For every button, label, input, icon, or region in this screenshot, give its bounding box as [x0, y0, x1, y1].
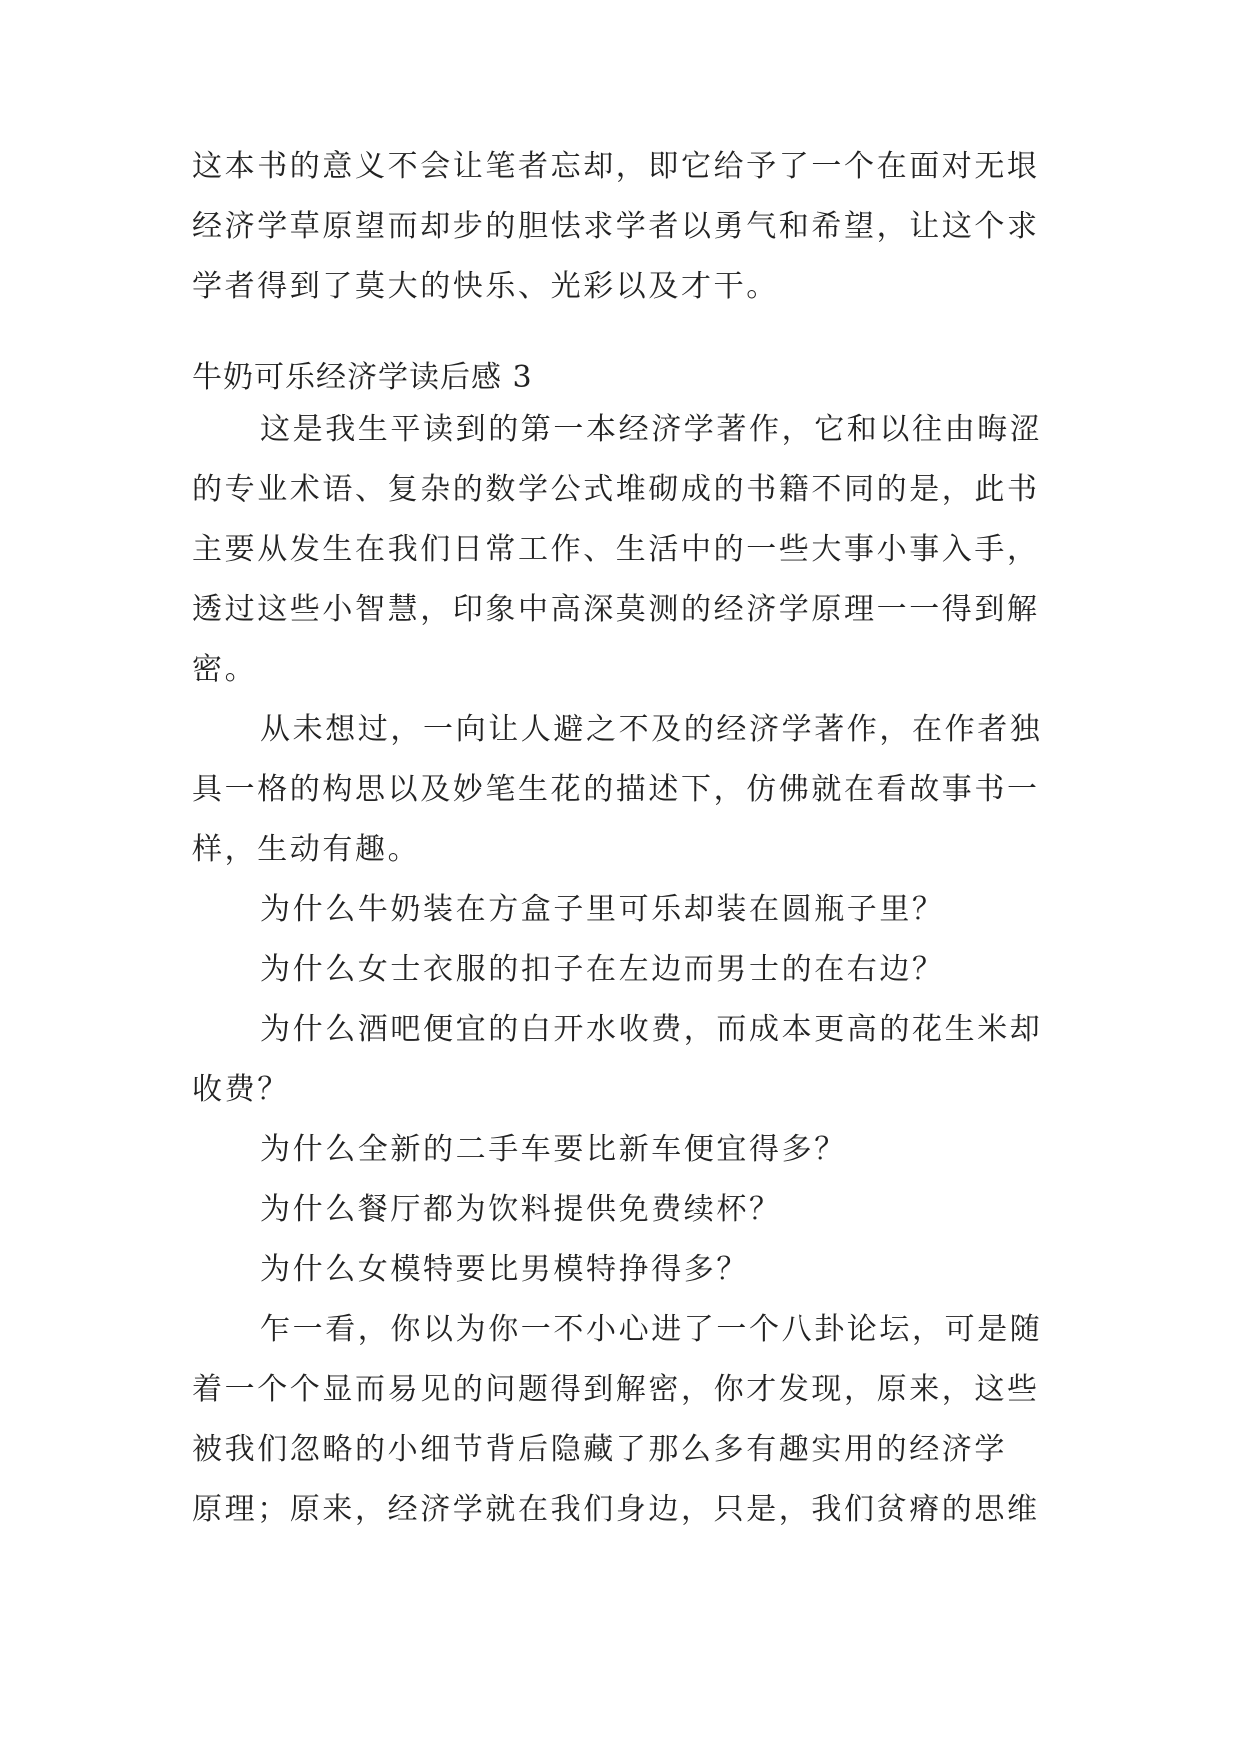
text-line: 经济学草原望而却步的胆怯求学者以勇气和希望，让这个求: [192, 209, 1040, 244]
text-line: 原理；原来，经济学就在我们身边，只是，我们贫瘠的思维: [192, 1492, 1040, 1527]
text-line: 着一个个显而易见的问题得到解密，你才发现，原来，这些: [192, 1372, 1040, 1407]
intro-paragraph: [192, 137, 1062, 317]
text-line: 收费？: [192, 1072, 290, 1107]
text-line: 从未想过，一向让人避之不及的经济学著作，在作者独: [260, 712, 1043, 747]
paragraph: [192, 1300, 1062, 1540]
paragraph: [192, 1240, 1062, 1300]
paragraph: [192, 700, 1062, 880]
text-line: 为什么女士衣服的扣子在左边而男士的在右边？: [260, 952, 945, 987]
text-line: 为什么牛奶装在方盒子里可乐却装在圆瓶子里？: [260, 892, 945, 927]
text-line: 的专业术语、复杂的数学公式堆砌成的书籍不同的是，此书: [192, 472, 1040, 507]
text-line: 密。: [192, 652, 258, 687]
text-line: 这是我生平读到的第一本经济学著作，它和以往由晦涩: [260, 412, 1043, 447]
text-line: 具一格的构思以及妙笔生花的描述下，仿佛就在看故事书一: [192, 772, 1040, 807]
text-line: 为什么女模特要比男模特挣得多？: [260, 1252, 749, 1287]
text-line: 为什么餐厅都为饮料提供免费续杯？: [260, 1192, 782, 1227]
body-text: [192, 400, 1062, 1540]
section-title: 牛奶可乐经济学读后感 3: [192, 360, 533, 395]
text-line: 被我们忽略的小细节背后隐藏了那么多有趣实用的经济学: [192, 1432, 1007, 1467]
text-line: 为什么酒吧便宜的白开水收费，而成本更高的花生米却: [260, 1012, 1043, 1047]
text-line: 为什么全新的二手车要比新车便宜得多？: [260, 1132, 847, 1167]
paragraph: [192, 1180, 1062, 1240]
paragraph: [192, 940, 1062, 1000]
text-line: 这本书的意义不会让笔者忘却，即它给予了一个在面对无垠: [192, 149, 1040, 184]
text-line: 学者得到了莫大的快乐、光彩以及才干。: [192, 269, 779, 304]
section-title-block: [192, 348, 1062, 408]
text-line: 乍一看，你以为你一不小心进了一个八卦论坛，可是随: [260, 1312, 1043, 1347]
text-line: 透过这些小智慧，印象中高深莫测的经济学原理一一得到解: [192, 592, 1040, 627]
paragraph: [192, 400, 1062, 700]
text-line: 样，生动有趣。: [192, 832, 421, 867]
paragraph: [192, 1000, 1062, 1120]
text-line: 主要从发生在我们日常工作、生活中的一些大事小事入手，: [192, 532, 1040, 567]
paragraph: [192, 1120, 1062, 1180]
paragraph: [192, 880, 1062, 940]
